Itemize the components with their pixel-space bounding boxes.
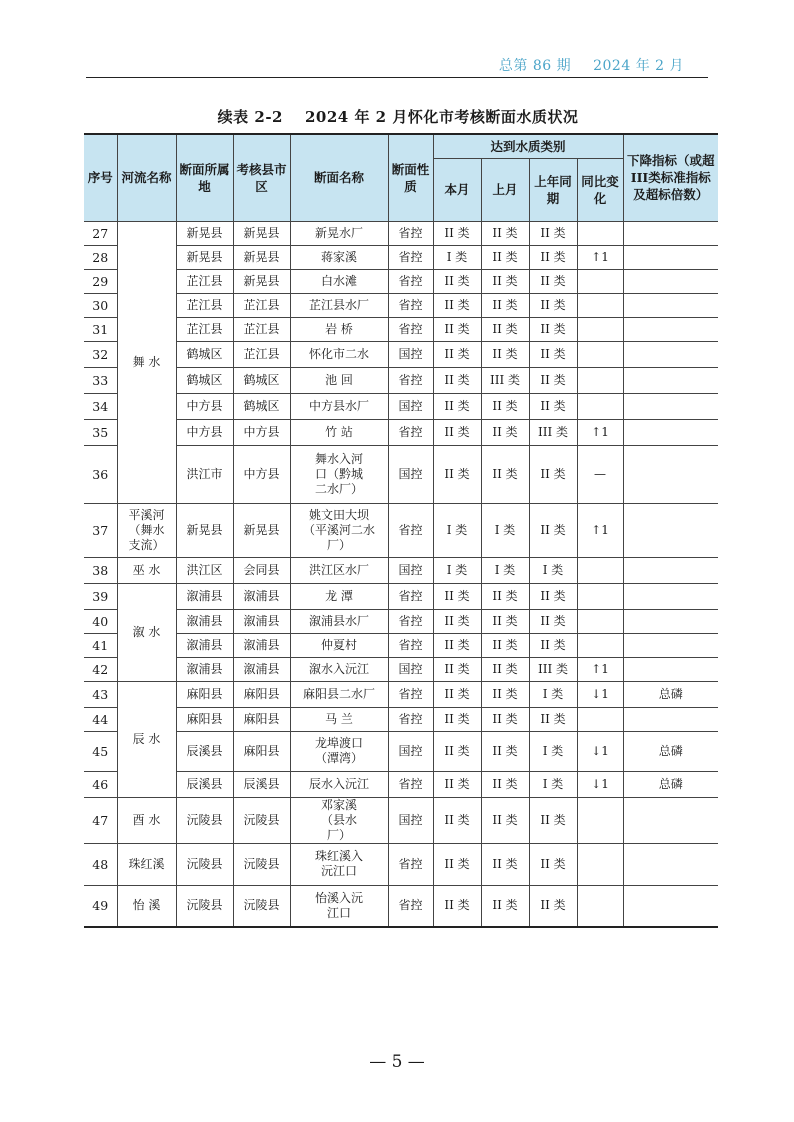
- row-indicator: [623, 843, 718, 885]
- row-previous-class: II 类: [481, 885, 529, 927]
- row-yoy-change: [577, 269, 623, 293]
- row-location: 新晃县: [176, 503, 233, 557]
- row-yoy-change: [577, 797, 623, 843]
- table-row: [84, 341, 718, 367]
- row-section-name: 龙埠渡口（潭湾）: [290, 731, 388, 771]
- row-indicator: [623, 245, 718, 269]
- row-current-class: II 类: [433, 843, 481, 885]
- row-current-class: I 类: [433, 245, 481, 269]
- row-seq: 43: [84, 681, 117, 707]
- table-row: [84, 707, 718, 731]
- row-current-class: II 类: [433, 341, 481, 367]
- row-indicator: [623, 797, 718, 843]
- table-body: [84, 221, 718, 927]
- table-row: [84, 221, 718, 245]
- row-section-type: 国控: [388, 797, 433, 843]
- row-current-class: II 类: [433, 633, 481, 657]
- row-section-name: 仲夏村: [290, 633, 388, 657]
- row-location: 新晃县: [176, 245, 233, 269]
- row-section-type: 国控: [388, 393, 433, 419]
- row-section-type: 国控: [388, 657, 433, 681]
- header-quality-group: 达到水质类别: [433, 134, 623, 158]
- row-previous-class: I 类: [481, 557, 529, 583]
- row-indicator: [623, 269, 718, 293]
- row-location: 芷江县: [176, 317, 233, 341]
- row-county: 新晃县: [233, 269, 290, 293]
- row-section-name: 怡溪入沅江口: [290, 885, 388, 927]
- row-county: 溆浦县: [233, 633, 290, 657]
- row-section-type: 省控: [388, 885, 433, 927]
- row-last-year-class: II 类: [529, 341, 577, 367]
- header-last-year: 上年同期: [529, 158, 577, 221]
- row-indicator: [623, 557, 718, 583]
- row-seq: 38: [84, 557, 117, 583]
- row-seq: 28: [84, 245, 117, 269]
- row-yoy-change: ↑1: [577, 503, 623, 557]
- row-seq: 46: [84, 771, 117, 797]
- row-previous-class: II 类: [481, 657, 529, 681]
- row-current-class: II 类: [433, 731, 481, 771]
- row-yoy-change: ↓1: [577, 731, 623, 771]
- row-county: 新晃县: [233, 221, 290, 245]
- row-location: 中方县: [176, 419, 233, 445]
- row-section-type: 国控: [388, 341, 433, 367]
- row-current-class: II 类: [433, 707, 481, 731]
- row-section-type: 国控: [388, 731, 433, 771]
- row-county: 麻阳县: [233, 731, 290, 771]
- table-row: [84, 633, 718, 657]
- row-section-name: 邓家溪（县水厂）: [290, 797, 388, 843]
- row-location: 鹤城区: [176, 367, 233, 393]
- row-current-class: II 类: [433, 609, 481, 633]
- row-section-type: 省控: [388, 681, 433, 707]
- row-previous-class: III 类: [481, 367, 529, 393]
- row-seq: 34: [84, 393, 117, 419]
- row-previous-class: II 类: [481, 583, 529, 609]
- row-yoy-change: [577, 393, 623, 419]
- row-last-year-class: III 类: [529, 657, 577, 681]
- row-section-name: 溆浦县水厂: [290, 609, 388, 633]
- row-yoy-change: [577, 609, 623, 633]
- row-section-type: 省控: [388, 245, 433, 269]
- row-yoy-change: [577, 317, 623, 341]
- table-row: [84, 731, 718, 771]
- table-row: [84, 419, 718, 445]
- header-previous-month: 上月: [481, 158, 529, 221]
- row-indicator: [623, 293, 718, 317]
- row-section-name: 新晃水厂: [290, 221, 388, 245]
- row-last-year-class: II 类: [529, 317, 577, 341]
- row-section-type: 省控: [388, 419, 433, 445]
- row-section-type: 省控: [388, 269, 433, 293]
- row-current-class: II 类: [433, 419, 481, 445]
- row-last-year-class: II 类: [529, 583, 577, 609]
- row-section-name: 池 回: [290, 367, 388, 393]
- row-section-name: 怀化市二水: [290, 341, 388, 367]
- row-last-year-class: II 类: [529, 221, 577, 245]
- table-row: [84, 445, 718, 503]
- row-location: 芷江县: [176, 293, 233, 317]
- row-section-type: 省控: [388, 771, 433, 797]
- row-county: 辰溪县: [233, 771, 290, 797]
- row-county: 沅陵县: [233, 885, 290, 927]
- row-current-class: II 类: [433, 293, 481, 317]
- row-seq: 31: [84, 317, 117, 341]
- row-last-year-class: II 类: [529, 293, 577, 317]
- row-section-type: 省控: [388, 707, 433, 731]
- row-yoy-change: —: [577, 445, 623, 503]
- row-county: 沅陵县: [233, 797, 290, 843]
- row-seq: 32: [84, 341, 117, 367]
- table-row: [84, 293, 718, 317]
- row-yoy-change: [577, 707, 623, 731]
- row-last-year-class: II 类: [529, 393, 577, 419]
- row-current-class: II 类: [433, 367, 481, 393]
- row-seq: 36: [84, 445, 117, 503]
- row-indicator: [623, 341, 718, 367]
- row-location: 辰溪县: [176, 731, 233, 771]
- row-location: 辰溪县: [176, 771, 233, 797]
- row-yoy-change: [577, 633, 623, 657]
- row-section-name: 麻阳县二水厂: [290, 681, 388, 707]
- header-location: 断面所属地: [176, 134, 233, 221]
- row-county: 芷江县: [233, 341, 290, 367]
- row-location: 新晃县: [176, 221, 233, 245]
- row-section-name: 珠红溪入沅江口: [290, 843, 388, 885]
- row-section-type: 省控: [388, 221, 433, 245]
- row-location: 溆浦县: [176, 583, 233, 609]
- row-section-name: 溆水入沅江: [290, 657, 388, 681]
- river-name: 珠红溪: [117, 843, 176, 885]
- water-quality-table: [84, 133, 718, 928]
- row-current-class: II 类: [433, 797, 481, 843]
- row-current-class: II 类: [433, 221, 481, 245]
- row-current-class: I 类: [433, 557, 481, 583]
- row-county: 鹤城区: [233, 393, 290, 419]
- row-indicator: [623, 367, 718, 393]
- row-last-year-class: II 类: [529, 367, 577, 393]
- row-section-type: 省控: [388, 503, 433, 557]
- river-name: 巫 水: [117, 557, 176, 583]
- row-county: 麻阳县: [233, 707, 290, 731]
- row-yoy-change: [577, 341, 623, 367]
- row-previous-class: II 类: [481, 681, 529, 707]
- row-seq: 39: [84, 583, 117, 609]
- row-county: 芷江县: [233, 293, 290, 317]
- row-last-year-class: II 类: [529, 609, 577, 633]
- row-location: 鹤城区: [176, 341, 233, 367]
- row-county: 沅陵县: [233, 843, 290, 885]
- row-section-name: 芷江县水厂: [290, 293, 388, 317]
- river-name: 溆 水: [117, 583, 176, 681]
- row-county: 新晃县: [233, 245, 290, 269]
- row-previous-class: II 类: [481, 245, 529, 269]
- row-yoy-change: [577, 367, 623, 393]
- row-current-class: II 类: [433, 771, 481, 797]
- row-seq: 48: [84, 843, 117, 885]
- row-previous-class: II 类: [481, 843, 529, 885]
- row-last-year-class: II 类: [529, 245, 577, 269]
- table-row: [84, 269, 718, 293]
- row-previous-class: II 类: [481, 731, 529, 771]
- row-current-class: II 类: [433, 445, 481, 503]
- row-seq: 41: [84, 633, 117, 657]
- table-title: [84, 106, 712, 127]
- row-current-class: II 类: [433, 393, 481, 419]
- row-section-type: 省控: [388, 367, 433, 393]
- table-row: [84, 245, 718, 269]
- row-previous-class: II 类: [481, 293, 529, 317]
- row-section-name: 洪江区水厂: [290, 557, 388, 583]
- table-row: [84, 609, 718, 633]
- row-indicator: [623, 583, 718, 609]
- row-county: 中方县: [233, 419, 290, 445]
- row-section-name: 蒋家溪: [290, 245, 388, 269]
- row-section-name: 龙 潭: [290, 583, 388, 609]
- row-location: 麻阳县: [176, 681, 233, 707]
- row-indicator: 总磷: [623, 731, 718, 771]
- row-seq: 44: [84, 707, 117, 731]
- row-yoy-change: [577, 885, 623, 927]
- row-last-year-class: I 类: [529, 681, 577, 707]
- row-section-name: 中方县水厂: [290, 393, 388, 419]
- row-yoy-change: ↑1: [577, 657, 623, 681]
- row-section-type: 省控: [388, 293, 433, 317]
- row-current-class: II 类: [433, 317, 481, 341]
- row-seq: 45: [84, 731, 117, 771]
- header-river: 河流名称: [117, 134, 176, 221]
- table-header: [84, 134, 718, 221]
- row-yoy-change: [577, 221, 623, 245]
- row-last-year-class: I 类: [529, 771, 577, 797]
- row-section-type: 省控: [388, 633, 433, 657]
- row-location: 中方县: [176, 393, 233, 419]
- row-location: 溆浦县: [176, 633, 233, 657]
- row-indicator: [623, 885, 718, 927]
- row-location: 溆浦县: [176, 609, 233, 633]
- row-last-year-class: I 类: [529, 731, 577, 771]
- row-location: 芷江县: [176, 269, 233, 293]
- river-name: 舞 水: [117, 221, 176, 503]
- row-last-year-class: II 类: [529, 633, 577, 657]
- running-header: [499, 55, 684, 75]
- table-row: [84, 681, 718, 707]
- row-yoy-change: ↑1: [577, 245, 623, 269]
- row-section-type: 国控: [388, 557, 433, 583]
- row-yoy-change: ↓1: [577, 681, 623, 707]
- row-seq: 33: [84, 367, 117, 393]
- row-seq: 49: [84, 885, 117, 927]
- row-county: 麻阳县: [233, 681, 290, 707]
- row-yoy-change: [577, 583, 623, 609]
- river-name: 酉 水: [117, 797, 176, 843]
- row-current-class: II 类: [433, 269, 481, 293]
- row-section-name: 岩 桥: [290, 317, 388, 341]
- row-current-class: II 类: [433, 583, 481, 609]
- header-county: 考核县市区: [233, 134, 290, 221]
- row-county: 会同县: [233, 557, 290, 583]
- row-seq: 40: [84, 609, 117, 633]
- row-section-name: 舞水入河口（黔城二水厂）: [290, 445, 388, 503]
- row-current-class: II 类: [433, 681, 481, 707]
- table-row: [84, 393, 718, 419]
- header-seq: 序号: [84, 134, 117, 221]
- issue-number: 总第 86 期: [498, 58, 572, 74]
- row-previous-class: II 类: [481, 317, 529, 341]
- row-seq: 27: [84, 221, 117, 245]
- row-previous-class: II 类: [481, 609, 529, 633]
- header-current-month: 本月: [433, 158, 481, 221]
- row-yoy-change: ↓1: [577, 771, 623, 797]
- issue-date: 2024 年 2 月: [593, 58, 684, 74]
- row-indicator: [623, 419, 718, 445]
- row-seq: 29: [84, 269, 117, 293]
- row-location: 洪江市: [176, 445, 233, 503]
- table-row: [84, 657, 718, 681]
- row-section-name: 白水滩: [290, 269, 388, 293]
- row-last-year-class: II 类: [529, 707, 577, 731]
- row-section-name: 姚文田大坝（平溪河二水厂）: [290, 503, 388, 557]
- river-name: 辰 水: [117, 681, 176, 797]
- row-indicator: 总磷: [623, 681, 718, 707]
- row-current-class: II 类: [433, 657, 481, 681]
- row-seq: 42: [84, 657, 117, 681]
- row-previous-class: II 类: [481, 797, 529, 843]
- row-county: 溆浦县: [233, 583, 290, 609]
- row-county: 中方县: [233, 445, 290, 503]
- row-section-name: 辰水入沅江: [290, 771, 388, 797]
- row-indicator: [623, 609, 718, 633]
- row-section-type: 国控: [388, 445, 433, 503]
- table-row: [84, 583, 718, 609]
- row-county: 新晃县: [233, 503, 290, 557]
- row-seq: 47: [84, 797, 117, 843]
- row-last-year-class: II 类: [529, 269, 577, 293]
- table-row: [84, 317, 718, 341]
- row-location: 溆浦县: [176, 657, 233, 681]
- header-indicator: 下降指标（或超III类标准指标及超标倍数）: [623, 134, 718, 221]
- row-county: 芷江县: [233, 317, 290, 341]
- row-yoy-change: [577, 557, 623, 583]
- header-yoy-change: 同比变化: [577, 158, 623, 221]
- row-yoy-change: [577, 293, 623, 317]
- row-location: 麻阳县: [176, 707, 233, 731]
- table-row: [84, 771, 718, 797]
- row-indicator: [623, 221, 718, 245]
- row-current-class: I 类: [433, 503, 481, 557]
- river-name: 怡 溪: [117, 885, 176, 927]
- header-section-name: 断面名称: [290, 134, 388, 221]
- row-location: 沅陵县: [176, 885, 233, 927]
- row-county: 溆浦县: [233, 657, 290, 681]
- row-last-year-class: III 类: [529, 419, 577, 445]
- row-location: 洪江区: [176, 557, 233, 583]
- row-seq: 30: [84, 293, 117, 317]
- row-previous-class: II 类: [481, 221, 529, 245]
- row-indicator: [623, 633, 718, 657]
- table-row: [84, 797, 718, 843]
- row-seq: 37: [84, 503, 117, 557]
- row-location: 沅陵县: [176, 843, 233, 885]
- row-indicator: [623, 707, 718, 731]
- row-previous-class: II 类: [481, 269, 529, 293]
- row-yoy-change: [577, 843, 623, 885]
- table-row: [84, 885, 718, 927]
- row-indicator: [623, 317, 718, 341]
- row-seq: 35: [84, 419, 117, 445]
- row-last-year-class: II 类: [529, 503, 577, 557]
- row-section-name: 竹 站: [290, 419, 388, 445]
- row-previous-class: II 类: [481, 419, 529, 445]
- row-previous-class: II 类: [481, 771, 529, 797]
- row-section-type: 省控: [388, 843, 433, 885]
- row-last-year-class: I 类: [529, 557, 577, 583]
- river-name: 平溪河（舞水支流）: [117, 503, 176, 557]
- header-section-type: 断面性质: [388, 134, 433, 221]
- row-indicator: 总磷: [623, 771, 718, 797]
- row-indicator: [623, 393, 718, 419]
- row-yoy-change: ↑1: [577, 419, 623, 445]
- row-section-name: 马 兰: [290, 707, 388, 731]
- table-number: 续表 2-2: [217, 108, 283, 126]
- row-previous-class: II 类: [481, 633, 529, 657]
- table-title-text: 2024 年 2 月怀化市考核断面水质状况: [304, 108, 579, 126]
- row-county: 溆浦县: [233, 609, 290, 633]
- header-rule: [86, 77, 708, 78]
- row-previous-class: II 类: [481, 341, 529, 367]
- row-county: 鹤城区: [233, 367, 290, 393]
- row-last-year-class: II 类: [529, 797, 577, 843]
- row-last-year-class: II 类: [529, 445, 577, 503]
- table-row: [84, 367, 718, 393]
- row-current-class: II 类: [433, 885, 481, 927]
- page-number: — 5 —: [369, 1052, 425, 1072]
- table-row: [84, 843, 718, 885]
- row-section-type: 省控: [388, 583, 433, 609]
- row-previous-class: II 类: [481, 393, 529, 419]
- row-previous-class: I 类: [481, 503, 529, 557]
- row-previous-class: II 类: [481, 707, 529, 731]
- row-indicator: [623, 445, 718, 503]
- row-last-year-class: II 类: [529, 843, 577, 885]
- table-row: [84, 557, 718, 583]
- table-row: [84, 503, 718, 557]
- row-location: 沅陵县: [176, 797, 233, 843]
- row-section-type: 省控: [388, 609, 433, 633]
- row-indicator: [623, 657, 718, 681]
- row-last-year-class: II 类: [529, 885, 577, 927]
- row-section-type: 省控: [388, 317, 433, 341]
- row-previous-class: II 类: [481, 445, 529, 503]
- row-indicator: [623, 503, 718, 557]
